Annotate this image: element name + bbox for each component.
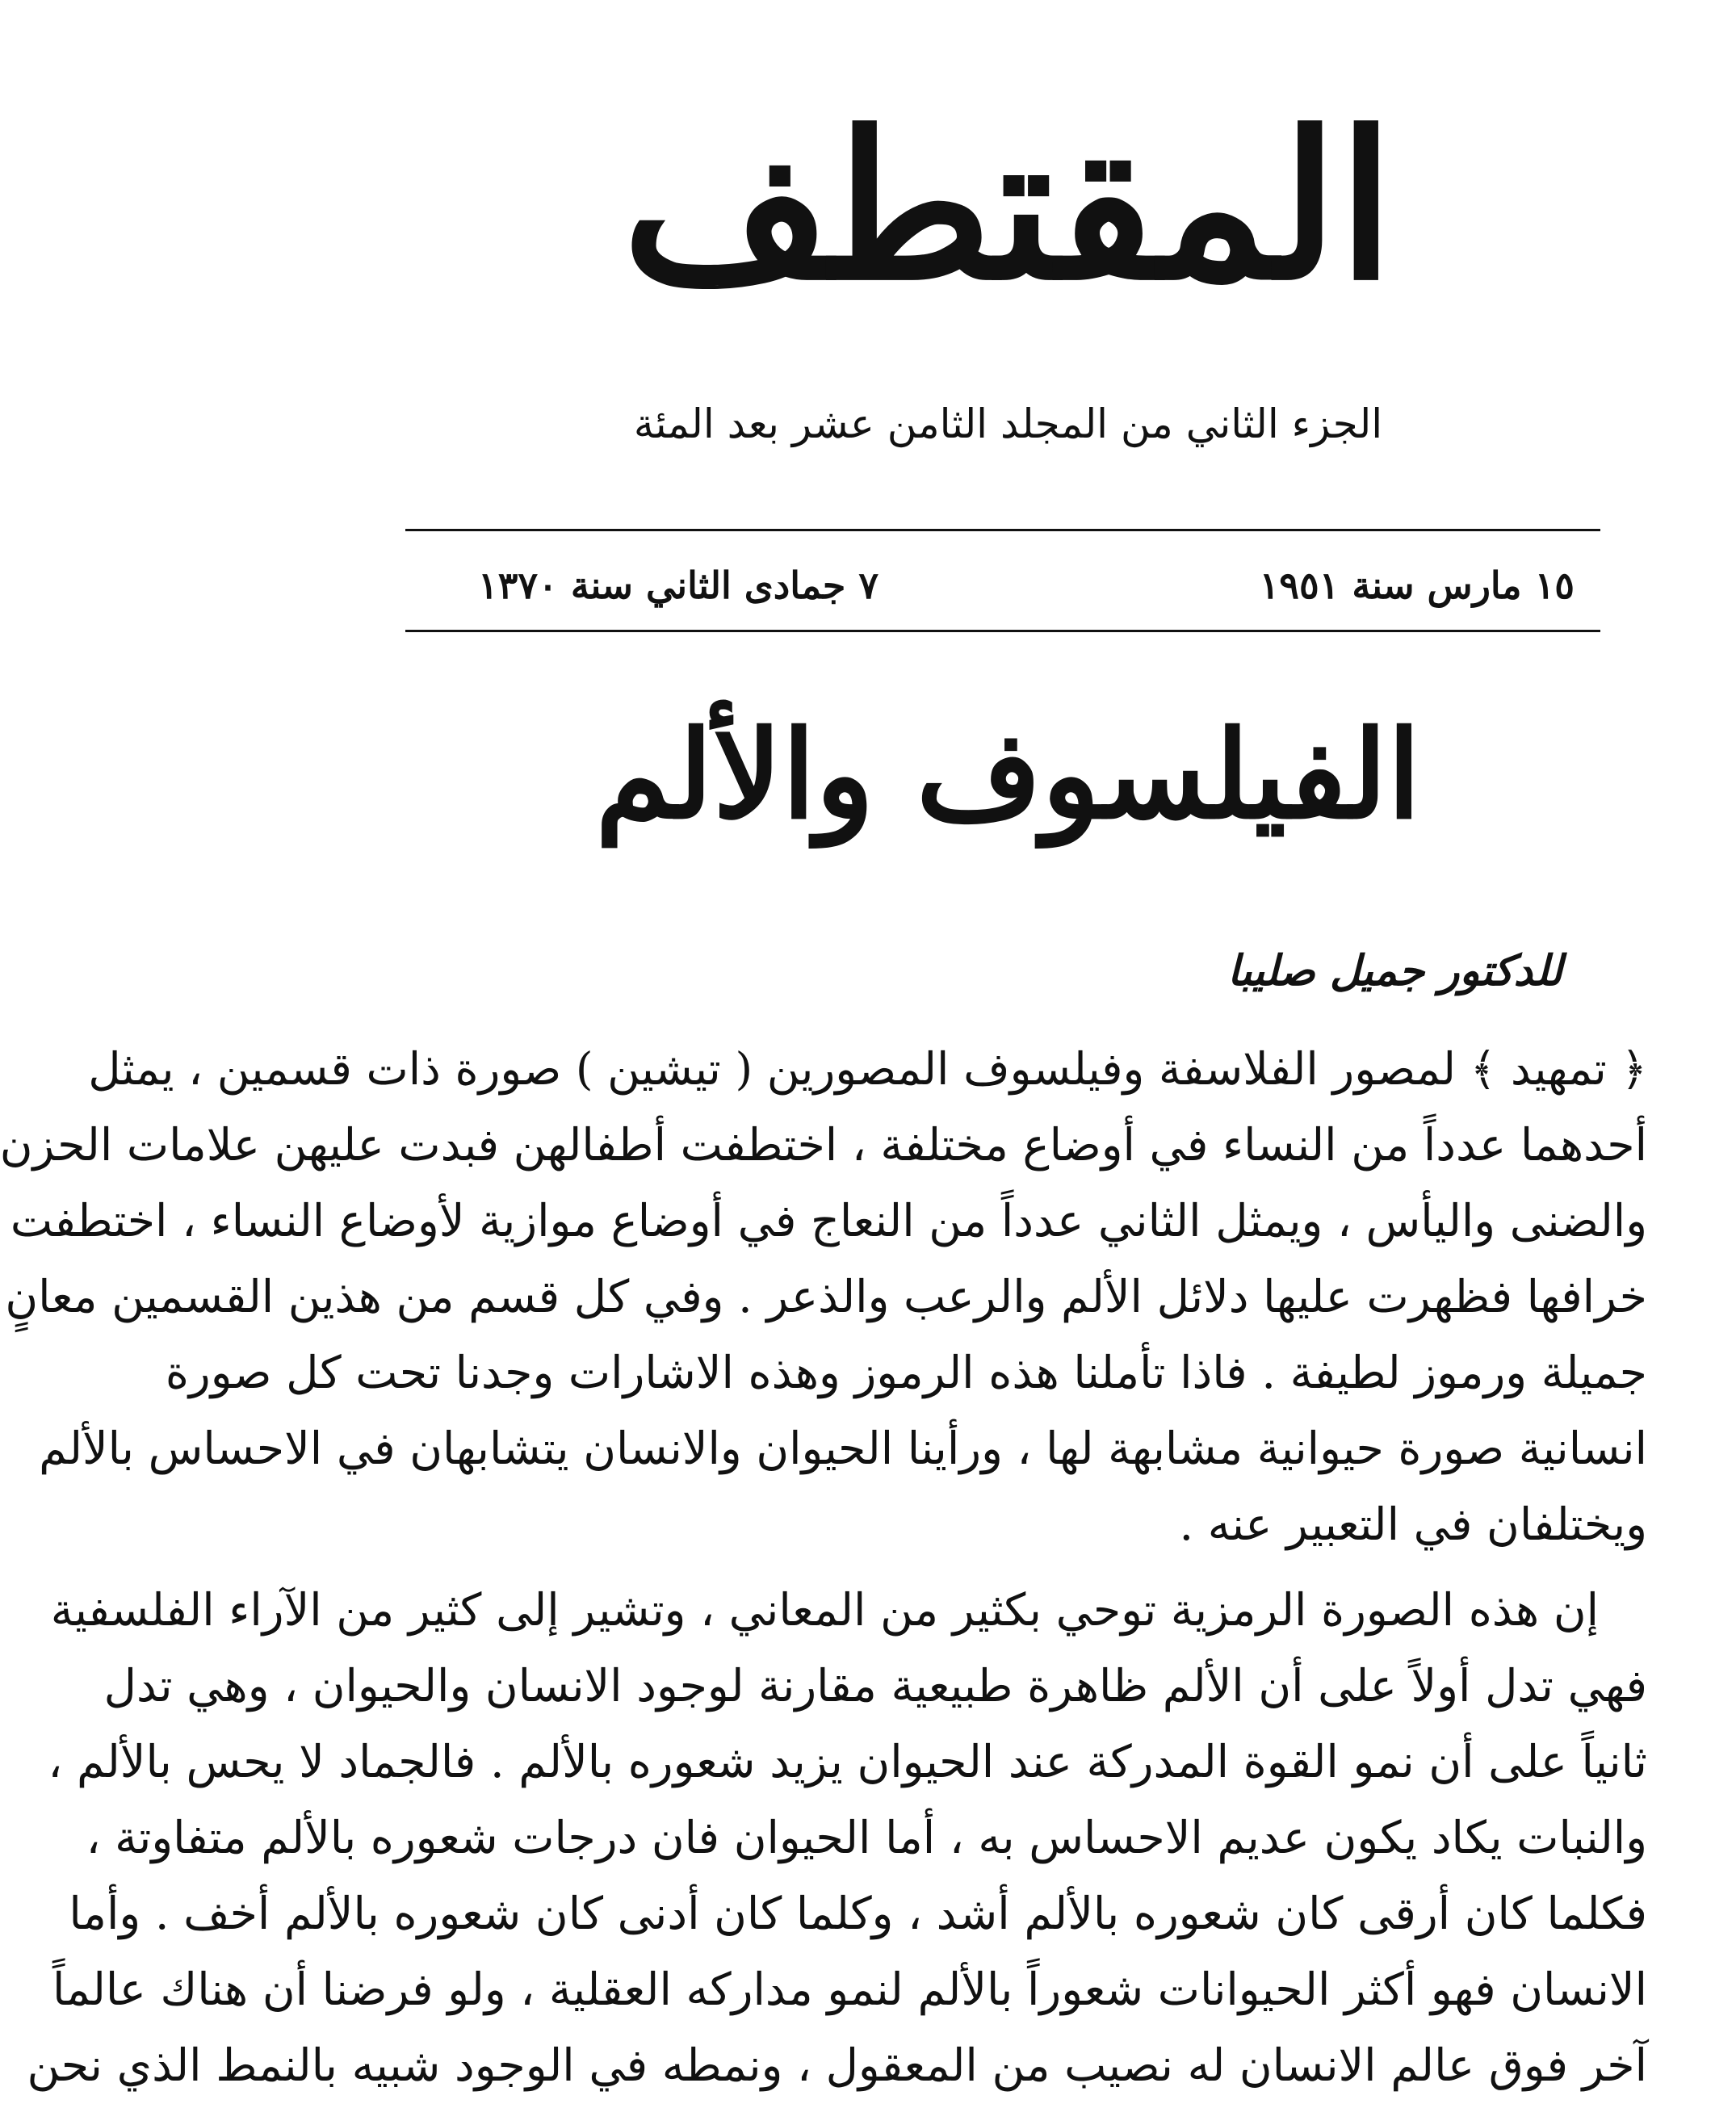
- text-line: ثانياً على أن نمو القوة المدركة عند الحيوان يزيد شعوره بالألم . فالجماد لا يحس بالألم ،: [48, 1736, 1647, 1788]
- text-line: انسانية صورة حيوانية مشابهة لها ، ورأينا الحيوان والانسان يتشابهان في الاحساس بالألم: [39, 1423, 1647, 1475]
- text-line: آخر فوق عالم الانسان له نصيب من المعقول ، ونمطه في الوجود شبيه بالنمط الذي نحن: [27, 2039, 1647, 2092]
- masthead-title: المقتطف: [622, 87, 1394, 325]
- date-hijri: ٧ جمادى الثاني سنة ١٣٧٠: [478, 564, 879, 607]
- text-line: جميلة ورموز لطيفة . فاذا تأملنا هذه الرموز وهذه الاشارات وجدنا تحت كل صورة: [165, 1347, 1647, 1399]
- text-line: أحدهما عدداً من النساء في أوضاع مختلفة ، اختطفت أطفالهن فبدت عليهن علامات الحزن: [0, 1119, 1647, 1171]
- text-line: والضنى واليأس ، ويمثل الثاني عدداً من النعاج في أوضاع موازية لأوضاع النساء ، اختطفت: [10, 1195, 1647, 1247]
- article-title: الفيلسوف والألم: [595, 704, 1421, 846]
- text-line: خرافها فظهرت عليها دلائل الألم والرعب والذعر . وفي كل قسم من هذين القسمين معانٍ: [5, 1271, 1647, 1323]
- text-line: والنبات يكاد يكون عديم الاحساس به ، أما الحيوان فان درجات شعوره بالألم متفاوتة ،: [86, 1812, 1647, 1864]
- divider-top: [405, 529, 1600, 531]
- paragraph-1: [0, 1032, 1647, 1563]
- text-line: ﴿ تمهيد ﴾ لمصور الفلاسفة وفيلسوف المصورين ( تيشين ) صورة ذات قسمين ، يمثل: [88, 1043, 1647, 1096]
- paragraph-2: [27, 1573, 1647, 2104]
- article-byline: للدكتور جميل صليبا: [1227, 946, 1562, 995]
- text-line: الانسان فهو أكثر الحيوانات شعوراً بالألم لنمو مداركه العقلية ، ولو فرضنا أن هناك عالماً: [52, 1964, 1647, 2016]
- text-line: فهي تدل أولاً على أن الألم ظاهرة طبيعية مقارنة لوجود الانسان والحيوان ، وهي تدل: [103, 1660, 1647, 1712]
- divider-bottom: [405, 630, 1600, 632]
- article-body: [0, 1032, 1647, 2104]
- text-line: فكلما كان أرقى كان شعوره بالألم أشد ، وكلما كان أدنى كان شعوره بالألم أخف . وأما: [69, 1888, 1647, 1940]
- text-line: إن هذه الصورة الرمزية توحي بكثير من المعاني ، وتشير إلى كثير من الآراء الفلسفية: [50, 1584, 1599, 1637]
- text-line: ويختلفان في التعبير عنه .: [1179, 1498, 1647, 1551]
- date-gregorian: ١٥ مارس سنة ١٩٥١: [1259, 564, 1575, 607]
- date-bar: [478, 557, 1575, 614]
- issue-line: الجزء الثاني من المجلد الثامن عشر بعد المئة: [633, 400, 1383, 447]
